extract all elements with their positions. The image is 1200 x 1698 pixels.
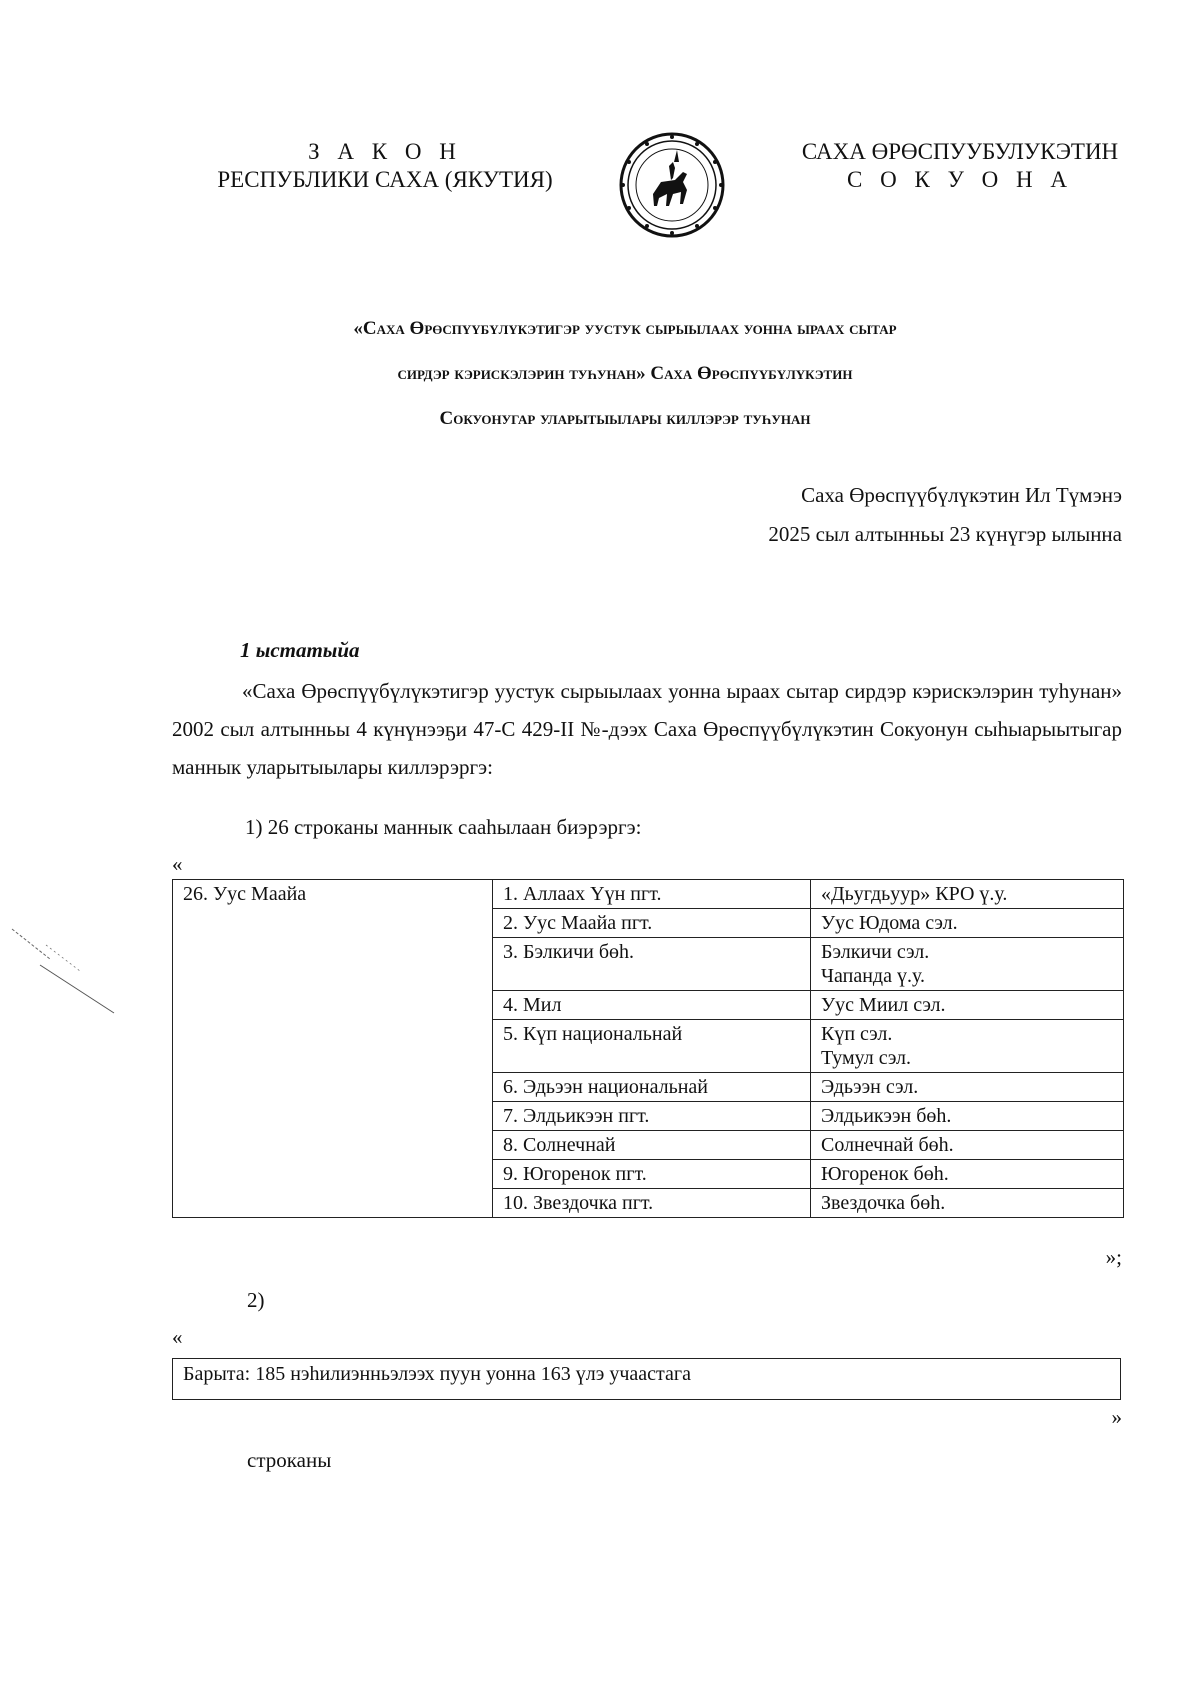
title-line-2: сирдэр кэрискэлэрин туһунан» Саха Өрөспүүбүлүкэтин <box>397 363 853 384</box>
district-cell: 26. Уус Маайа <box>173 880 493 1218</box>
sections-cell <box>811 991 1124 1020</box>
republic-name-ru: РЕСПУБЛИКИ САХА (ЯКУТИЯ) <box>217 167 553 192</box>
header-right <box>770 138 1150 194</box>
sections-cell <box>811 909 1124 938</box>
adopted-by: Саха Өрөспүүбүлүкэтин Ил Түмэнэ <box>801 483 1122 507</box>
section-name: Элдьикээн бөһ. <box>821 1105 952 1127</box>
sections-cell <box>811 1020 1124 1073</box>
sections-cell <box>811 1160 1124 1189</box>
section-name: Уус Юдома сэл. <box>821 912 958 934</box>
section-name: Чапанда ү.у. <box>821 965 925 987</box>
settlement-cell: 6. Эдьээн национальнай <box>493 1073 811 1102</box>
section-name: Солнечнай бөһ. <box>821 1134 954 1156</box>
title-line-1: «Саха Өрөспүүбүлүкэтигэр уустук сырыылаах уонна ыраах сытар <box>353 318 897 339</box>
article-paragraph <box>172 672 1122 786</box>
sections-cell <box>811 1189 1124 1218</box>
settlement-cell: 1. Аллаах Үүн пгт. <box>493 880 811 909</box>
settlement-cell: 7. Элдьикээн пгт. <box>493 1102 811 1131</box>
districts-table <box>172 879 1124 1218</box>
total-row-box <box>172 1358 1121 1400</box>
section-name: Звездочка бөһ. <box>821 1192 946 1214</box>
settlement-cell: 8. Солнечнай <box>493 1131 811 1160</box>
sections-cell <box>811 938 1124 991</box>
republic-name-sakha: САХА ӨРӨСПУУБУЛУКЭТИН <box>801 139 1119 164</box>
section-name: Тумул сэл. <box>821 1047 912 1069</box>
sections-cell <box>811 880 1124 909</box>
total-row-text: Барыта: 185 нэһилиэнньэлээх пуун уонна 163 үлэ учаастага <box>183 1363 691 1385</box>
adopted-date: 2025 сыл алтынньы 23 күнүгэр ылынна <box>768 522 1122 546</box>
article-heading: 1 ыстатыйа <box>240 638 360 662</box>
close-quote-1: »; <box>1105 1245 1122 1269</box>
settlement-cell: 3. Бэлкичи бөһ. <box>493 938 811 991</box>
section-name: Уус Миил сэл. <box>821 994 946 1016</box>
section-name: Күп сэл. <box>821 1023 893 1045</box>
margin-pencil-mark <box>10 925 120 1015</box>
sections-cell <box>811 1102 1124 1131</box>
section-name: Эдьээн сэл. <box>821 1076 919 1098</box>
section-name: «Дьугдьуур» КРО ү.у. <box>821 883 1008 905</box>
article-paragraph-text: «Саха Өрөспүүбүлүкэтигэр уустук сырыылаах уонна ыраах сытар сирдэр кэрискэлэрин туһунан» 2002 сыл алтынньы 4 күнүнээҕи 47-С 429-II №-дээх Саха Өрөспүүбүлүкэтин Сокуонун сыһыарыытыгар маннык уларытыылары киллэрэргэ: <box>172 679 1122 779</box>
settlement-cell: 2. Уус Маайа пгт. <box>493 909 811 938</box>
settlement-cell: 10. Звездочка пгт. <box>493 1189 811 1218</box>
title-line-3: Сокуонугар уларытыылары киллэрэр туһунан <box>439 408 811 429</box>
settlement-cell: 9. Югоренок пгт. <box>493 1160 811 1189</box>
sections-cell <box>811 1131 1124 1160</box>
after-text: строканы <box>247 1448 332 1472</box>
law-label: З А К О Н <box>308 139 462 164</box>
section-name: Бэлкичи сэл. <box>821 941 930 963</box>
open-quote-1: « <box>172 852 183 876</box>
settlement-cell: 4. Мил <box>493 991 811 1020</box>
open-quote-2: « <box>172 1325 183 1349</box>
close-quote-2: » <box>1111 1405 1122 1429</box>
item-2: 2) <box>247 1288 265 1312</box>
sections-cell <box>811 1073 1124 1102</box>
section-name: Югоренок бөһ. <box>821 1163 949 1185</box>
table-row <box>173 880 1124 909</box>
header-left <box>170 138 600 194</box>
settlement-cell: 5. Күп национальнай <box>493 1020 811 1073</box>
item-1: 1) 26 строканы маннык сааһылаан биэрэргэ: <box>245 815 642 839</box>
law-label-sakha: С О К У О Н А <box>847 167 1073 192</box>
coat-of-arms-emblem <box>617 132 727 238</box>
